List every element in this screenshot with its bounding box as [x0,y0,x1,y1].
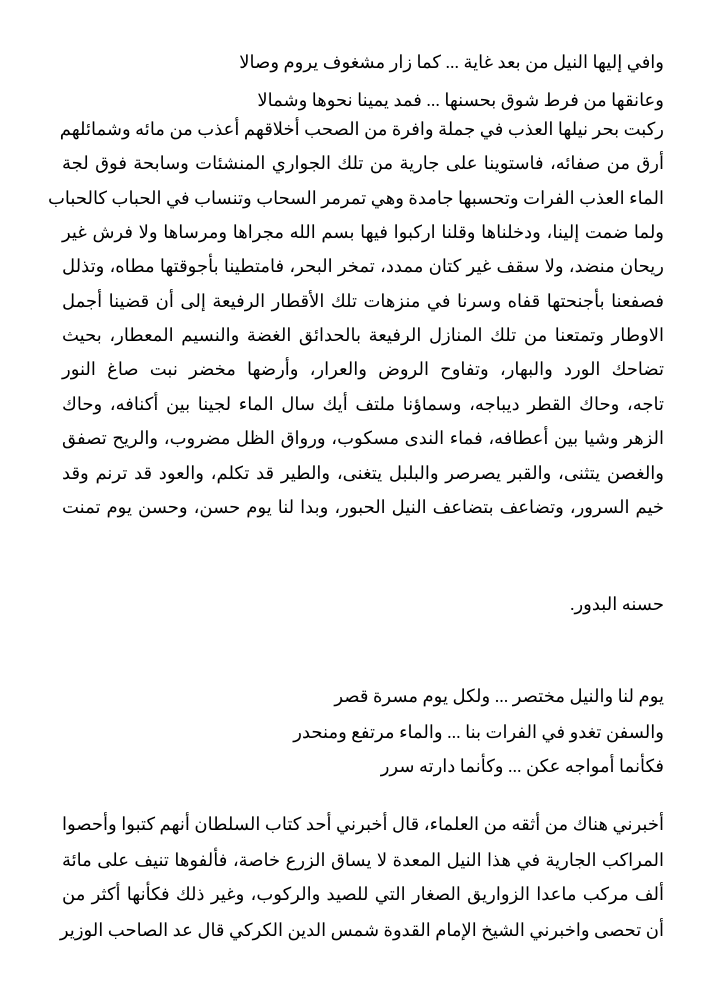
paragraph-1-line-6: فصفعنا بأجنحتها قفاه وسرنا في منزهات تلك الأقطار الرفيعة إلى أن قضينا أجمل [62,291,664,311]
paragraph-1-line-10: الزهر وشيا بين أعطافه، فماء الندى مسكوب، ورواق الظل مضروب، والريح تصفق [62,428,664,448]
paragraph-1-line-5: ريحان منضد، ولا سقف غير كتان ممدد، تمخر البحر، فامتطينا بأجوقتها مطاه، وتذلل [62,256,664,276]
paragraph-1-line-3: الماء العذب الفرات وتحسبها جامدة وهي تمرمر السحاب وتنساب في الحباب كالحباب [47,188,664,208]
paragraph-1-line-1: ركبت بحر نيلها العذب في جملة وافرة من الصحب أخلاقهم أعذب من مائه وشمائلهم [59,119,664,139]
opening-verse-line-2: وعانقها من فرط شوق بحسنها ... فمد يمينا نحوها وشمالا [257,90,664,110]
paragraph-1-line-7: الاوطار وتمتعنا من تلك المنازل الرفيعة بالحدائق الغضة والنسيم المعطار، بحيث [62,325,664,345]
paragraph-1-line-8: تضاحك الورد والبهار، وتفاوح الروض والعرار، وأرضها مخضر نبت صاغ النور [62,359,664,379]
closing-verse-line-3: فكأنما أمواجه عكن ... وكأنما دارته سرر [380,756,664,776]
paragraph-2-line-4: أن تحصى واخبرني الشيخ الإمام القدوة شمس الدين الكركي قال عد الصاحب الوزير [59,920,664,940]
paragraph-2-line-3: ألف مركب ماعدا الزواريق الصغار التي للصيد والركوب، وغير ذلك فكأنها أكثر من [62,884,664,904]
paragraph-1-line-9: تاجه، وحاك القطر ديباجه، وسماؤنا ملتف أيك سال الماء لجينا بين أكنافه، وحاك [62,394,664,414]
closing-verse-line-1: يوم لنا والنيل مختصر ... ولكل يوم مسرة قصر [334,686,664,706]
paragraph-2-line-2: المراكب الجارية في هذا النيل المعدة لا يساق الزرع خاصة، فألفوها تنيف على مائة [62,850,664,870]
paragraph-1-line-4: ولما ضمت إلينا، ودخلناها وقلنا اركبوا فيها بسم الله مجراها ومرساها ولا فرش غير [62,222,664,242]
paragraph-1-line-14: حسنه البدور. [569,594,664,614]
paragraph-1-line-12: خيم السرور، وتضاعف بتضاعف النيل الحبور، وبدا لنا يوم حسن، وحسن يوم تمنت [62,497,664,517]
paragraph-1-line-2: أرق من صفائه، فاستوينا على جارية من تلك الجواري المنشئات وسابحة فوق لجة [62,153,664,173]
closing-verse-line-2: والسفن تغدو في الفرات بنا ... والماء مرتفع ومنحدر [293,722,664,742]
paragraph-1-line-11: والغصن يتثنى، والقبر يصرصر والبلبل يتغنى، والطير قد تكلم، والعود قد ترنم وقد [62,463,664,483]
paragraph-2-line-1: أخبرني هناك من أثقه من العلماء، قال أخبرني أحد كتاب السلطان أنهم كتبوا وأحصوا [62,814,664,834]
opening-verse-line-1: وافي إليها النيل من بعد غاية ... كما زار مشغوف يروم وصالا [239,52,664,72]
